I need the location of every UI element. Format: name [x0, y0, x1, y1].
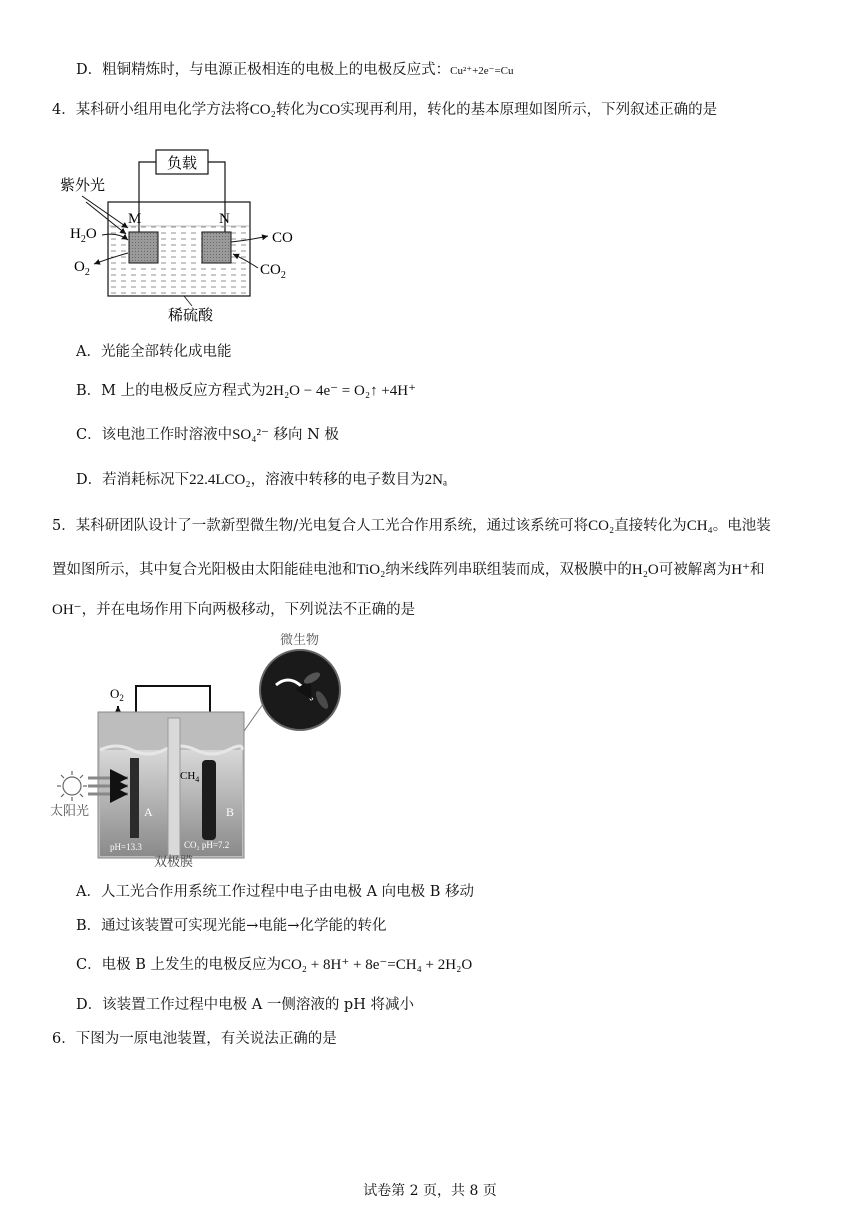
- ph-right-label: CO₂ pH=7.2: [184, 840, 230, 850]
- ch4-label: $CH_4$: [180, 770, 200, 784]
- q4-stem: [52, 100, 717, 120]
- electrolyte-label: 稀硫酸: [168, 308, 214, 324]
- q5-stem-formula: TiO₂: [356, 562, 386, 578]
- q5-stem-part: 和: [750, 562, 765, 578]
- q5-option-d: [76, 995, 414, 1015]
- microbe-label: 微生物: [280, 632, 320, 647]
- q5-stem-line1: [52, 516, 771, 536]
- label-a: A: [144, 805, 153, 819]
- o2-label: $O_2$: [110, 686, 124, 703]
- q4-option-d-value: 2Nₐ: [424, 472, 448, 488]
- q5-option-c-text: C．电极 B 上发生的电极反应为: [76, 957, 281, 973]
- label-b: B: [226, 805, 235, 819]
- q5-stem-part: 纳米线阵列串联组装而成，双极膜中的: [385, 562, 632, 578]
- q4-electrolysis-diagram: [60, 140, 320, 325]
- q5-stem-part: ，并在电场作用下向两极移动，下列说法不正确的是: [81, 602, 416, 618]
- q3-option-d: [76, 60, 514, 81]
- q4-option-a-text: A．光能全部转化成电能: [76, 344, 232, 360]
- microbe-zoom: [260, 650, 340, 730]
- q4-option-c: [76, 425, 339, 445]
- q5-stem-line2: [52, 560, 765, 580]
- q3-option-d-text: D．粗铜精炼时，与电源正极相连的电极上的电极反应式：: [76, 62, 451, 78]
- bipolar-membrane: [168, 718, 180, 856]
- q5-option-a: [76, 882, 474, 902]
- q4-option-b-text: B．M 上的电极反应方程式为: [76, 383, 266, 399]
- q6-stem: [52, 1029, 337, 1049]
- q3-option-d-formula: Cu²⁺+2e⁻=Cu: [450, 65, 514, 77]
- q5-option-b: [76, 916, 386, 936]
- q5-option-c: [76, 955, 472, 975]
- membrane-label: 双极膜: [154, 854, 194, 869]
- q5-stem-part: 置如图所示，其中复合光阳极由太阳能硅电池和: [52, 562, 357, 578]
- ph-left-label: pH=13.3: [110, 842, 142, 852]
- co2-label: $CO_2$: [260, 262, 286, 281]
- q4-option-d: [76, 470, 447, 490]
- load-label: 负载: [166, 156, 198, 172]
- electrode-n: [202, 232, 231, 263]
- q5-stem-formula: CO₂: [588, 518, 615, 534]
- q4-option-b: [76, 381, 416, 401]
- q4-option-d-value: 22.4LCO₂: [189, 472, 251, 488]
- electrode-a: [130, 758, 139, 838]
- q6-stem-text: 6．下图为一原电池装置，有关说法正确的是: [52, 1031, 337, 1047]
- h2o-label: $H_2O$: [70, 226, 97, 245]
- uv-label: 紫外光: [60, 178, 106, 194]
- co-label: CO: [272, 230, 293, 246]
- o2-label: $O_2$: [74, 259, 90, 278]
- q4-stem-part: 实现再利用，转化的基本原理如图所示，下列叙述正确的是: [340, 102, 718, 118]
- q4-stem-formula: CO: [319, 102, 341, 118]
- sun-icon: [57, 771, 87, 801]
- q4-option-c-text: C．该电池工作时溶液中: [76, 427, 233, 443]
- q4-stem-part: 4．某科研小组用电化学方法将: [52, 102, 250, 118]
- label-n: N: [219, 211, 230, 227]
- q5-option-c-equation: CO₂ + 8H⁺ + 8e⁻=CH₄ + 2H₂O: [280, 957, 473, 973]
- q5-stem-part: 5．某科研团队设计了一款新型微生物/光电复合人工光合作用系统，通过该系统可将: [52, 518, 589, 534]
- q5-stem-part: 。电池装: [712, 518, 771, 534]
- q5-stem-formula: OH⁻: [52, 602, 82, 618]
- q4-option-c-ion: SO₄²⁻: [232, 427, 269, 443]
- page-footer: 试卷第 2 页，共 8 页: [363, 1183, 497, 1199]
- electrode-b: [202, 760, 216, 840]
- q5-option-b-text: B．通过该装置可实现光能→电能→化学能的转化: [76, 918, 387, 934]
- label-m: M: [128, 211, 142, 227]
- q5-stem-formula: H₂O: [631, 562, 659, 578]
- q5-option-d-text: D．该装置工作过程中电极 A 一侧溶液的 pH 将减小: [76, 997, 414, 1013]
- q4-stem-part: 转化为: [275, 102, 320, 118]
- q4-option-a: [76, 342, 231, 362]
- q5-stem-line3: [52, 600, 415, 620]
- q4-option-b-equation: 2H₂O − 4e⁻ = O₂↑ +4H⁺: [265, 383, 417, 399]
- electrode-m: [129, 232, 158, 263]
- sunlight-label: 太阳光: [50, 803, 90, 818]
- q5-stem-formula: CH₄: [686, 518, 713, 534]
- q5-stem-formula: H⁺: [731, 562, 751, 578]
- q5-photosynthesis-cell-diagram: [50, 630, 360, 870]
- wire-left: [139, 162, 156, 232]
- q4-option-d-text: D．若消耗标况下: [76, 472, 190, 488]
- q5-stem-part: 可被解离为: [658, 562, 732, 578]
- q4-stem-formula: CO₂: [249, 102, 276, 118]
- q5-stem-part: 直接转化为: [614, 518, 687, 534]
- q5-option-a-text: A．人工光合作用系统工作过程中电子由电极 A 向电极 B 移动: [76, 884, 475, 900]
- q4-option-d-text: ，溶液中转移的电子数目为: [250, 472, 425, 488]
- q4-option-c-text: 移向 N 极: [268, 427, 339, 443]
